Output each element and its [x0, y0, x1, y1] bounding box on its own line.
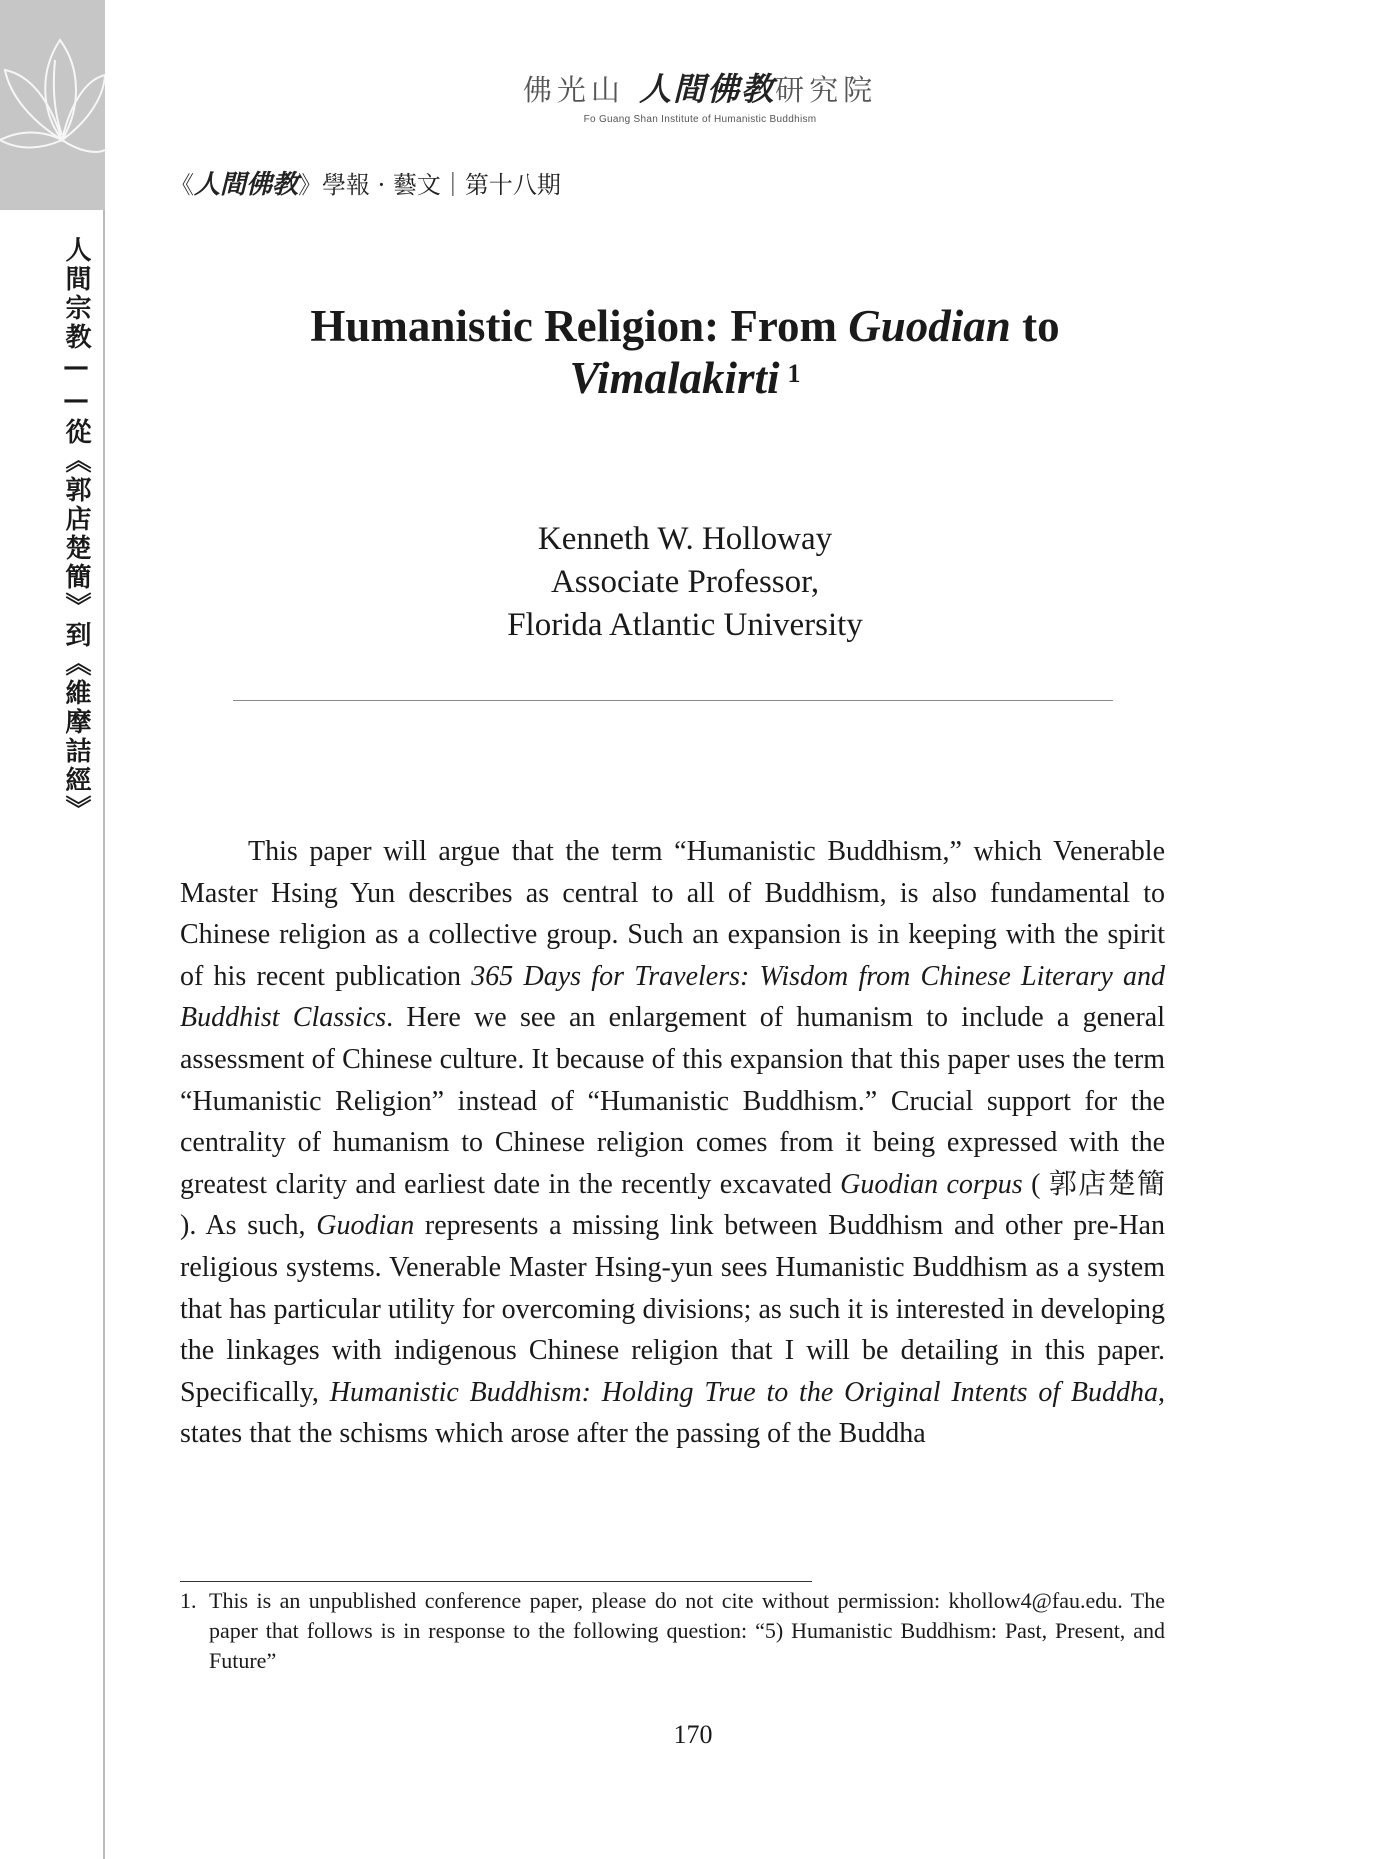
journal-open-bracket: 《: [170, 171, 194, 199]
body-text-5: , states that the schisms which arose after the passing of the Buddha: [180, 1376, 1166, 1450]
journal-header: [170, 164, 561, 201]
author-block: [180, 518, 1190, 647]
body-text-3: ( 郭店楚簡 ). As such,: [180, 1168, 1166, 1242]
margin-rule: [103, 210, 105, 1859]
journal-issue: 》學報 · 藝文｜第十八期: [298, 171, 561, 199]
institute-name-brand: 人間佛教: [639, 70, 776, 108]
author-position: Associate Professor,: [550, 564, 820, 600]
body-book-title-1: 365 Days for Travelers: Wisdom from Chinese Literary and Buddhist Classics: [180, 960, 1166, 1034]
body-text-4: represents a missing link between Buddhism and other pre-Han religious systems. Venerable Master Hsing-yun sees Humanistic Buddhism as a system that has particular utility for overcoming divisions; as such it is interested in developing the linkages with indigenous Chinese religion that I will be detailing in this paper. Specifically,: [180, 1210, 1165, 1408]
journal-brand: 人間佛教: [194, 170, 299, 200]
footnote-number: 1.: [180, 1588, 197, 1613]
footnote: [180, 1586, 1165, 1676]
title-to: to: [1010, 301, 1060, 351]
institute-name-en: Fo Guang Shan Institute of Humanistic Buddhism: [583, 114, 817, 125]
section-divider: [233, 700, 1113, 701]
paper-title: [180, 300, 1190, 404]
page-number: 170: [673, 1720, 713, 1749]
author-affiliation: Florida Atlantic University: [507, 607, 863, 643]
footnote-text: This is an unpublished conference paper, please do not cite without permission: khollow4@fau.edu. The paper that follows is in response to the following question: “5) Humanistic Buddhism: Past, Present, and Future”: [209, 1588, 1165, 1673]
footnote-rule: [180, 1581, 812, 1582]
title-vimalakirti: Vimalakirti: [569, 353, 780, 403]
body-book-title-2: Humanistic Buddhism: Holding True to the Original Intents of Buddha: [329, 1376, 1159, 1408]
lotus-watermark-icon: [0, 0, 105, 210]
footnote-mark[interactable]: 1: [787, 359, 801, 388]
title-guodian: Guodian: [848, 301, 1011, 351]
author-name: Kenneth W. Holloway: [537, 521, 833, 557]
body-text-1: This paper will argue that the term “Humanistic Buddhism,” which Venerable Master Hsing Yun describes as central to all of Buddhism, is also fundamental to Chinese religion as a collective group. Such an expansion is in keeping with the spirit of his recent publication: [180, 836, 1165, 992]
body-text-2: . Here we see an enlargement of humanism to include a general assessment of Chinese culture. It because of this expansion that this paper uses the term “Humanistic Religion” instead of “Humanistic Buddhism.” Crucial support for the centrality of humanism to Chinese religion comes from it being expressed with the greatest clarity and earliest date in the recently excavated: [180, 1002, 1165, 1200]
institute-header: [470, 64, 930, 125]
institute-name: [470, 64, 930, 110]
institute-name-pre: 佛光山: [522, 73, 640, 107]
corner-decoration: [0, 0, 105, 210]
body-paragraph: [180, 831, 1165, 1455]
body-corpus: Guodian corpus: [840, 1168, 1023, 1200]
body-guodian: Guodian: [316, 1210, 415, 1242]
running-title-vertical: 人間宗教——從《郭店楚簡》到《維摩詰經》: [61, 236, 91, 824]
institute-name-post: 研究院: [775, 73, 878, 107]
title-part1: Humanistic Religion: From: [310, 301, 849, 351]
